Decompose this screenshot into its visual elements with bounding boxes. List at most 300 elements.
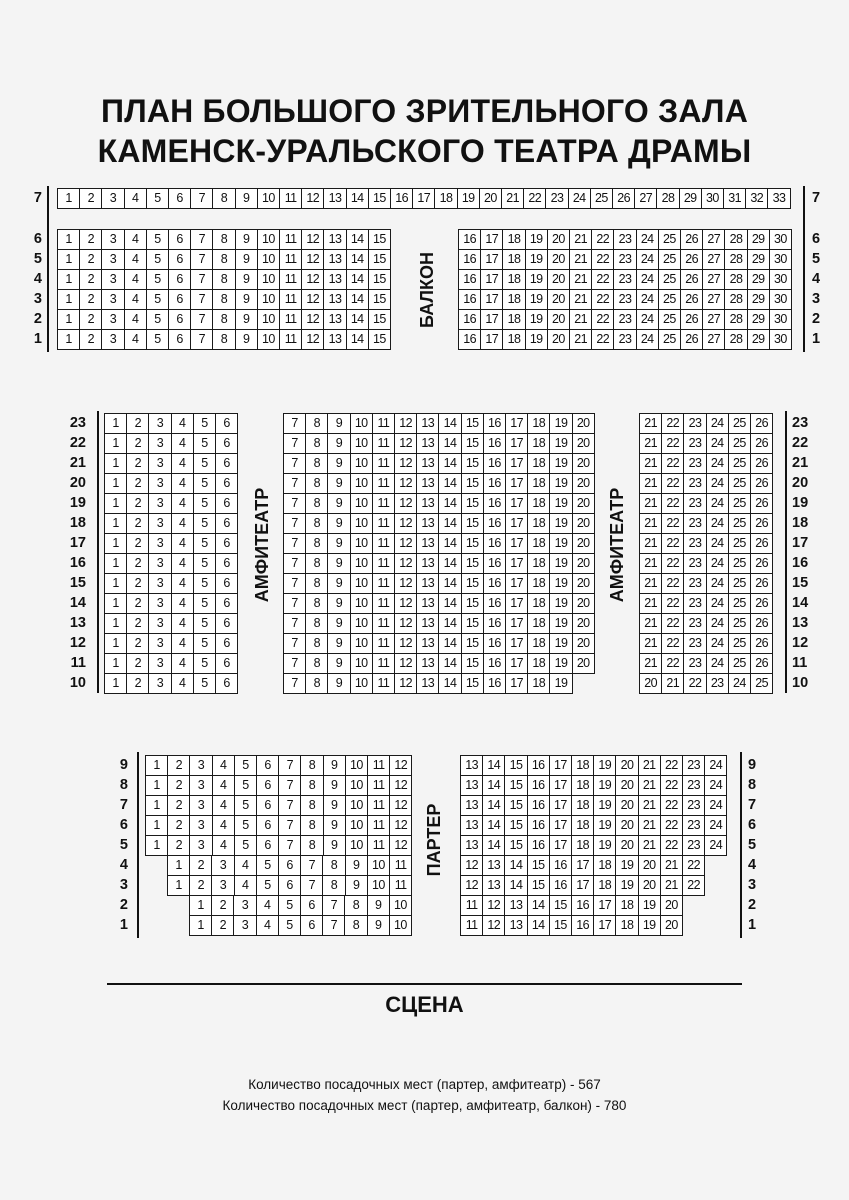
amphitheatre-row-21-seat-18[interactable]: 18 bbox=[527, 453, 550, 474]
amphitheatre-row-23-seat-10[interactable]: 10 bbox=[350, 413, 373, 434]
amphitheatre-row-14-seat-15[interactable]: 15 bbox=[461, 593, 484, 614]
amphitheatre-row-23-seat-26[interactable]: 26 bbox=[750, 413, 773, 434]
parterre-row-3-seat-5[interactable]: 5 bbox=[256, 875, 279, 896]
amphitheatre-row-17-seat-7[interactable]: 7 bbox=[283, 533, 306, 554]
balcony-row-6-seat-11[interactable]: 11 bbox=[279, 229, 302, 250]
amphitheatre-row-10-seat-4[interactable]: 4 bbox=[171, 673, 194, 694]
amphitheatre-row-11-seat-1[interactable]: 1 bbox=[104, 653, 127, 674]
parterre-row-8-seat-2[interactable]: 2 bbox=[167, 775, 190, 796]
amphitheatre-row-19-seat-3[interactable]: 3 bbox=[148, 493, 171, 514]
parterre-row-5-seat-24[interactable]: 24 bbox=[704, 835, 727, 856]
parterre-row-2-seat-16[interactable]: 16 bbox=[571, 895, 594, 916]
amphitheatre-row-20-seat-12[interactable]: 12 bbox=[394, 473, 417, 494]
amphitheatre-row-23-seat-8[interactable]: 8 bbox=[305, 413, 328, 434]
amphitheatre-row-14-seat-22[interactable]: 22 bbox=[661, 593, 684, 614]
balcony-row-5-seat-2[interactable]: 2 bbox=[79, 249, 102, 270]
amphitheatre-row-16-seat-6[interactable]: 6 bbox=[215, 553, 238, 574]
balcony-row-6-seat-5[interactable]: 5 bbox=[146, 229, 169, 250]
amphitheatre-row-15-seat-25[interactable]: 25 bbox=[728, 573, 751, 594]
balcony-row-3-seat-28[interactable]: 28 bbox=[724, 289, 747, 310]
amphitheatre-row-15-seat-13[interactable]: 13 bbox=[416, 573, 439, 594]
amphitheatre-row-17-seat-3[interactable]: 3 bbox=[148, 533, 171, 554]
amphitheatre-row-20-seat-17[interactable]: 17 bbox=[505, 473, 528, 494]
amphitheatre-row-18-seat-13[interactable]: 13 bbox=[416, 513, 439, 534]
amphitheatre-row-15-seat-14[interactable]: 14 bbox=[438, 573, 461, 594]
amphitheatre-row-12-seat-17[interactable]: 17 bbox=[505, 633, 528, 654]
amphitheatre-row-11-seat-18[interactable]: 18 bbox=[527, 653, 550, 674]
parterre-row-8-seat-5[interactable]: 5 bbox=[234, 775, 257, 796]
parterre-row-5-seat-5[interactable]: 5 bbox=[234, 835, 257, 856]
amphitheatre-row-18-seat-14[interactable]: 14 bbox=[438, 513, 461, 534]
amphitheatre-row-10-seat-11[interactable]: 11 bbox=[372, 673, 395, 694]
balcony-row-4-seat-16[interactable]: 16 bbox=[458, 269, 481, 290]
balcony-row-4-seat-13[interactable]: 13 bbox=[323, 269, 346, 290]
balcony-row-1-seat-26[interactable]: 26 bbox=[680, 329, 703, 350]
parterre-row-9-seat-3[interactable]: 3 bbox=[189, 755, 212, 776]
parterre-row-7-seat-8[interactable]: 8 bbox=[300, 795, 323, 816]
parterre-row-8-seat-19[interactable]: 19 bbox=[593, 775, 616, 796]
amphitheatre-row-20-seat-18[interactable]: 18 bbox=[527, 473, 550, 494]
amphitheatre-row-19-seat-6[interactable]: 6 bbox=[215, 493, 238, 514]
balcony-row-3-seat-2[interactable]: 2 bbox=[79, 289, 102, 310]
amphitheatre-row-11-seat-20[interactable]: 20 bbox=[572, 653, 595, 674]
amphitheatre-row-23-seat-21[interactable]: 21 bbox=[639, 413, 662, 434]
parterre-row-2-seat-11[interactable]: 11 bbox=[460, 895, 483, 916]
balcony-row-4-seat-11[interactable]: 11 bbox=[279, 269, 302, 290]
parterre-row-9-seat-17[interactable]: 17 bbox=[549, 755, 572, 776]
amphitheatre-row-23-seat-20[interactable]: 20 bbox=[572, 413, 595, 434]
parterre-row-9-seat-23[interactable]: 23 bbox=[682, 755, 705, 776]
parterre-row-8-seat-17[interactable]: 17 bbox=[549, 775, 572, 796]
amphitheatre-row-12-seat-10[interactable]: 10 bbox=[350, 633, 373, 654]
balcony-row-6-seat-1[interactable]: 1 bbox=[57, 229, 80, 250]
parterre-row-2-seat-7[interactable]: 7 bbox=[322, 895, 345, 916]
parterre-row-6-seat-11[interactable]: 11 bbox=[367, 815, 390, 836]
amphitheatre-row-22-seat-15[interactable]: 15 bbox=[461, 433, 484, 454]
balcony-row-3-seat-17[interactable]: 17 bbox=[480, 289, 503, 310]
balcony-row-7-seat-2[interactable]: 2 bbox=[79, 188, 102, 209]
amphitheatre-row-20-seat-19[interactable]: 19 bbox=[549, 473, 572, 494]
amphitheatre-row-19-seat-20[interactable]: 20 bbox=[572, 493, 595, 514]
amphitheatre-row-17-seat-26[interactable]: 26 bbox=[750, 533, 773, 554]
balcony-row-7-seat-6[interactable]: 6 bbox=[168, 188, 191, 209]
amphitheatre-row-22-seat-7[interactable]: 7 bbox=[283, 433, 306, 454]
amphitheatre-row-16-seat-8[interactable]: 8 bbox=[305, 553, 328, 574]
amphitheatre-row-12-seat-1[interactable]: 1 bbox=[104, 633, 127, 654]
amphitheatre-row-12-seat-24[interactable]: 24 bbox=[706, 633, 729, 654]
amphitheatre-row-23-seat-19[interactable]: 19 bbox=[549, 413, 572, 434]
parterre-row-3-seat-15[interactable]: 15 bbox=[527, 875, 550, 896]
parterre-row-2-seat-19[interactable]: 19 bbox=[638, 895, 661, 916]
balcony-row-1-seat-7[interactable]: 7 bbox=[190, 329, 213, 350]
amphitheatre-row-17-seat-6[interactable]: 6 bbox=[215, 533, 238, 554]
amphitheatre-row-23-seat-2[interactable]: 2 bbox=[126, 413, 149, 434]
parterre-row-5-seat-2[interactable]: 2 bbox=[167, 835, 190, 856]
parterre-row-5-seat-20[interactable]: 20 bbox=[615, 835, 638, 856]
balcony-row-2-seat-26[interactable]: 26 bbox=[680, 309, 703, 330]
amphitheatre-row-21-seat-22[interactable]: 22 bbox=[661, 453, 684, 474]
parterre-row-2-seat-9[interactable]: 9 bbox=[367, 895, 390, 916]
balcony-row-6-seat-26[interactable]: 26 bbox=[680, 229, 703, 250]
parterre-row-1-seat-5[interactable]: 5 bbox=[278, 915, 301, 936]
amphitheatre-row-22-seat-18[interactable]: 18 bbox=[527, 433, 550, 454]
balcony-row-7-seat-13[interactable]: 13 bbox=[323, 188, 346, 209]
amphitheatre-row-18-seat-17[interactable]: 17 bbox=[505, 513, 528, 534]
amphitheatre-row-19-seat-25[interactable]: 25 bbox=[728, 493, 751, 514]
amphitheatre-row-14-seat-21[interactable]: 21 bbox=[639, 593, 662, 614]
amphitheatre-row-13-seat-10[interactable]: 10 bbox=[350, 613, 373, 634]
parterre-row-8-seat-6[interactable]: 6 bbox=[256, 775, 279, 796]
amphitheatre-row-11-seat-26[interactable]: 26 bbox=[750, 653, 773, 674]
parterre-row-1-seat-10[interactable]: 10 bbox=[389, 915, 412, 936]
amphitheatre-row-12-seat-9[interactable]: 9 bbox=[327, 633, 350, 654]
balcony-row-1-seat-4[interactable]: 4 bbox=[124, 329, 147, 350]
parterre-row-5-seat-8[interactable]: 8 bbox=[300, 835, 323, 856]
amphitheatre-row-22-seat-11[interactable]: 11 bbox=[372, 433, 395, 454]
amphitheatre-row-16-seat-11[interactable]: 11 bbox=[372, 553, 395, 574]
balcony-row-2-seat-18[interactable]: 18 bbox=[502, 309, 525, 330]
parterre-row-4-seat-14[interactable]: 14 bbox=[504, 855, 527, 876]
balcony-row-2-seat-24[interactable]: 24 bbox=[636, 309, 659, 330]
parterre-row-6-seat-2[interactable]: 2 bbox=[167, 815, 190, 836]
balcony-row-5-seat-12[interactable]: 12 bbox=[301, 249, 324, 270]
amphitheatre-row-20-seat-1[interactable]: 1 bbox=[104, 473, 127, 494]
balcony-row-7-seat-25[interactable]: 25 bbox=[590, 188, 613, 209]
amphitheatre-row-22-seat-5[interactable]: 5 bbox=[193, 433, 216, 454]
balcony-row-7-seat-28[interactable]: 28 bbox=[656, 188, 679, 209]
balcony-row-7-seat-26[interactable]: 26 bbox=[612, 188, 635, 209]
balcony-row-2-seat-10[interactable]: 10 bbox=[257, 309, 280, 330]
balcony-row-5-seat-9[interactable]: 9 bbox=[235, 249, 258, 270]
amphitheatre-row-10-seat-2[interactable]: 2 bbox=[126, 673, 149, 694]
amphitheatre-row-23-seat-13[interactable]: 13 bbox=[416, 413, 439, 434]
balcony-row-2-seat-25[interactable]: 25 bbox=[658, 309, 681, 330]
parterre-row-3-seat-21[interactable]: 21 bbox=[660, 875, 683, 896]
parterre-row-2-seat-15[interactable]: 15 bbox=[549, 895, 572, 916]
amphitheatre-row-12-seat-11[interactable]: 11 bbox=[372, 633, 395, 654]
amphitheatre-row-23-seat-7[interactable]: 7 bbox=[283, 413, 306, 434]
parterre-row-7-seat-14[interactable]: 14 bbox=[482, 795, 505, 816]
amphitheatre-row-22-seat-1[interactable]: 1 bbox=[104, 433, 127, 454]
amphitheatre-row-21-seat-12[interactable]: 12 bbox=[394, 453, 417, 474]
balcony-row-5-seat-22[interactable]: 22 bbox=[591, 249, 614, 270]
parterre-row-1-seat-16[interactable]: 16 bbox=[571, 915, 594, 936]
parterre-row-9-seat-13[interactable]: 13 bbox=[460, 755, 483, 776]
amphitheatre-row-18-seat-22[interactable]: 22 bbox=[661, 513, 684, 534]
amphitheatre-row-11-seat-10[interactable]: 10 bbox=[350, 653, 373, 674]
balcony-row-7-seat-5[interactable]: 5 bbox=[146, 188, 169, 209]
amphitheatre-row-11-seat-24[interactable]: 24 bbox=[706, 653, 729, 674]
amphitheatre-row-11-seat-3[interactable]: 3 bbox=[148, 653, 171, 674]
balcony-row-3-seat-8[interactable]: 8 bbox=[212, 289, 235, 310]
amphitheatre-row-14-seat-24[interactable]: 24 bbox=[706, 593, 729, 614]
parterre-row-6-seat-10[interactable]: 10 bbox=[345, 815, 368, 836]
amphitheatre-row-10-seat-17[interactable]: 17 bbox=[505, 673, 528, 694]
amphitheatre-row-16-seat-23[interactable]: 23 bbox=[683, 553, 706, 574]
parterre-row-8-seat-3[interactable]: 3 bbox=[189, 775, 212, 796]
amphitheatre-row-16-seat-10[interactable]: 10 bbox=[350, 553, 373, 574]
parterre-row-7-seat-21[interactable]: 21 bbox=[638, 795, 661, 816]
amphitheatre-row-16-seat-24[interactable]: 24 bbox=[706, 553, 729, 574]
parterre-row-6-seat-23[interactable]: 23 bbox=[682, 815, 705, 836]
balcony-row-1-seat-17[interactable]: 17 bbox=[480, 329, 503, 350]
parterre-row-8-seat-8[interactable]: 8 bbox=[300, 775, 323, 796]
amphitheatre-row-20-seat-21[interactable]: 21 bbox=[639, 473, 662, 494]
amphitheatre-row-16-seat-25[interactable]: 25 bbox=[728, 553, 751, 574]
amphitheatre-row-21-seat-19[interactable]: 19 bbox=[549, 453, 572, 474]
balcony-row-6-seat-14[interactable]: 14 bbox=[346, 229, 369, 250]
amphitheatre-row-19-seat-15[interactable]: 15 bbox=[461, 493, 484, 514]
amphitheatre-row-15-seat-4[interactable]: 4 bbox=[171, 573, 194, 594]
balcony-row-7-seat-3[interactable]: 3 bbox=[101, 188, 124, 209]
amphitheatre-row-19-seat-24[interactable]: 24 bbox=[706, 493, 729, 514]
amphitheatre-row-22-seat-21[interactable]: 21 bbox=[639, 433, 662, 454]
parterre-row-3-seat-19[interactable]: 19 bbox=[615, 875, 638, 896]
amphitheatre-row-14-seat-4[interactable]: 4 bbox=[171, 593, 194, 614]
amphitheatre-row-14-seat-3[interactable]: 3 bbox=[148, 593, 171, 614]
amphitheatre-row-10-seat-18[interactable]: 18 bbox=[527, 673, 550, 694]
parterre-row-1-seat-15[interactable]: 15 bbox=[549, 915, 572, 936]
parterre-row-4-seat-5[interactable]: 5 bbox=[256, 855, 279, 876]
amphitheatre-row-16-seat-7[interactable]: 7 bbox=[283, 553, 306, 574]
balcony-row-5-seat-3[interactable]: 3 bbox=[101, 249, 124, 270]
amphitheatre-row-22-seat-8[interactable]: 8 bbox=[305, 433, 328, 454]
parterre-row-2-seat-3[interactable]: 3 bbox=[233, 895, 256, 916]
amphitheatre-row-16-seat-22[interactable]: 22 bbox=[661, 553, 684, 574]
amphitheatre-row-23-seat-14[interactable]: 14 bbox=[438, 413, 461, 434]
amphitheatre-row-23-seat-1[interactable]: 1 bbox=[104, 413, 127, 434]
balcony-row-6-seat-9[interactable]: 9 bbox=[235, 229, 258, 250]
balcony-row-4-seat-21[interactable]: 21 bbox=[569, 269, 592, 290]
parterre-row-6-seat-21[interactable]: 21 bbox=[638, 815, 661, 836]
amphitheatre-row-23-seat-24[interactable]: 24 bbox=[706, 413, 729, 434]
parterre-row-4-seat-1[interactable]: 1 bbox=[167, 855, 190, 876]
amphitheatre-row-20-seat-10[interactable]: 10 bbox=[350, 473, 373, 494]
balcony-row-6-seat-20[interactable]: 20 bbox=[547, 229, 570, 250]
amphitheatre-row-11-seat-19[interactable]: 19 bbox=[549, 653, 572, 674]
parterre-row-9-seat-18[interactable]: 18 bbox=[571, 755, 594, 776]
amphitheatre-row-23-seat-15[interactable]: 15 bbox=[461, 413, 484, 434]
balcony-row-5-seat-25[interactable]: 25 bbox=[658, 249, 681, 270]
parterre-row-3-seat-9[interactable]: 9 bbox=[345, 875, 368, 896]
amphitheatre-row-15-seat-19[interactable]: 19 bbox=[549, 573, 572, 594]
amphitheatre-row-13-seat-7[interactable]: 7 bbox=[283, 613, 306, 634]
amphitheatre-row-15-seat-1[interactable]: 1 bbox=[104, 573, 127, 594]
balcony-row-5-seat-1[interactable]: 1 bbox=[57, 249, 80, 270]
balcony-row-2-seat-19[interactable]: 19 bbox=[525, 309, 548, 330]
balcony-row-7-seat-1[interactable]: 1 bbox=[57, 188, 80, 209]
parterre-row-8-seat-4[interactable]: 4 bbox=[212, 775, 235, 796]
parterre-row-4-seat-19[interactable]: 19 bbox=[615, 855, 638, 876]
parterre-row-5-seat-4[interactable]: 4 bbox=[212, 835, 235, 856]
amphitheatre-row-20-seat-11[interactable]: 11 bbox=[372, 473, 395, 494]
parterre-row-5-seat-7[interactable]: 7 bbox=[278, 835, 301, 856]
balcony-row-7-seat-33[interactable]: 33 bbox=[767, 188, 790, 209]
amphitheatre-row-17-seat-19[interactable]: 19 bbox=[549, 533, 572, 554]
balcony-row-5-seat-20[interactable]: 20 bbox=[547, 249, 570, 270]
balcony-row-1-seat-9[interactable]: 9 bbox=[235, 329, 258, 350]
balcony-row-4-seat-25[interactable]: 25 bbox=[658, 269, 681, 290]
balcony-row-4-seat-29[interactable]: 29 bbox=[747, 269, 770, 290]
amphitheatre-row-10-seat-5[interactable]: 5 bbox=[193, 673, 216, 694]
amphitheatre-row-15-seat-9[interactable]: 9 bbox=[327, 573, 350, 594]
parterre-row-5-seat-16[interactable]: 16 bbox=[527, 835, 550, 856]
balcony-row-3-seat-13[interactable]: 13 bbox=[323, 289, 346, 310]
balcony-row-3-seat-15[interactable]: 15 bbox=[368, 289, 391, 310]
amphitheatre-row-10-seat-15[interactable]: 15 bbox=[461, 673, 484, 694]
amphitheatre-row-20-seat-15[interactable]: 15 bbox=[461, 473, 484, 494]
parterre-row-7-seat-12[interactable]: 12 bbox=[389, 795, 412, 816]
parterre-row-3-seat-10[interactable]: 10 bbox=[367, 875, 390, 896]
balcony-row-6-seat-18[interactable]: 18 bbox=[502, 229, 525, 250]
balcony-row-2-seat-15[interactable]: 15 bbox=[368, 309, 391, 330]
amphitheatre-row-15-seat-24[interactable]: 24 bbox=[706, 573, 729, 594]
balcony-row-5-seat-23[interactable]: 23 bbox=[613, 249, 636, 270]
balcony-row-7-seat-17[interactable]: 17 bbox=[412, 188, 435, 209]
parterre-row-8-seat-22[interactable]: 22 bbox=[660, 775, 683, 796]
amphitheatre-row-11-seat-12[interactable]: 12 bbox=[394, 653, 417, 674]
amphitheatre-row-14-seat-26[interactable]: 26 bbox=[750, 593, 773, 614]
amphitheatre-row-15-seat-12[interactable]: 12 bbox=[394, 573, 417, 594]
balcony-row-6-seat-21[interactable]: 21 bbox=[569, 229, 592, 250]
amphitheatre-row-11-seat-5[interactable]: 5 bbox=[193, 653, 216, 674]
parterre-row-3-seat-4[interactable]: 4 bbox=[234, 875, 257, 896]
amphitheatre-row-15-seat-23[interactable]: 23 bbox=[683, 573, 706, 594]
amphitheatre-row-12-seat-13[interactable]: 13 bbox=[416, 633, 439, 654]
amphitheatre-row-18-seat-5[interactable]: 5 bbox=[193, 513, 216, 534]
balcony-row-1-seat-25[interactable]: 25 bbox=[658, 329, 681, 350]
amphitheatre-row-19-seat-26[interactable]: 26 bbox=[750, 493, 773, 514]
amphitheatre-row-15-seat-21[interactable]: 21 bbox=[639, 573, 662, 594]
amphitheatre-row-18-seat-24[interactable]: 24 bbox=[706, 513, 729, 534]
amphitheatre-row-13-seat-9[interactable]: 9 bbox=[327, 613, 350, 634]
parterre-row-9-seat-8[interactable]: 8 bbox=[300, 755, 323, 776]
amphitheatre-row-20-seat-2[interactable]: 2 bbox=[126, 473, 149, 494]
amphitheatre-row-13-seat-26[interactable]: 26 bbox=[750, 613, 773, 634]
parterre-row-2-seat-5[interactable]: 5 bbox=[278, 895, 301, 916]
amphitheatre-row-19-seat-21[interactable]: 21 bbox=[639, 493, 662, 514]
amphitheatre-row-20-seat-25[interactable]: 25 bbox=[728, 473, 751, 494]
amphitheatre-row-16-seat-2[interactable]: 2 bbox=[126, 553, 149, 574]
parterre-row-3-seat-6[interactable]: 6 bbox=[278, 875, 301, 896]
balcony-row-7-seat-27[interactable]: 27 bbox=[634, 188, 657, 209]
amphitheatre-row-17-seat-10[interactable]: 10 bbox=[350, 533, 373, 554]
parterre-row-2-seat-14[interactable]: 14 bbox=[527, 895, 550, 916]
amphitheatre-row-21-seat-9[interactable]: 9 bbox=[327, 453, 350, 474]
parterre-row-6-seat-24[interactable]: 24 bbox=[704, 815, 727, 836]
balcony-row-3-seat-19[interactable]: 19 bbox=[525, 289, 548, 310]
balcony-row-1-seat-16[interactable]: 16 bbox=[458, 329, 481, 350]
amphitheatre-row-16-seat-3[interactable]: 3 bbox=[148, 553, 171, 574]
balcony-row-6-seat-23[interactable]: 23 bbox=[613, 229, 636, 250]
balcony-row-6-seat-2[interactable]: 2 bbox=[79, 229, 102, 250]
amphitheatre-row-19-seat-13[interactable]: 13 bbox=[416, 493, 439, 514]
parterre-row-1-seat-9[interactable]: 9 bbox=[367, 915, 390, 936]
balcony-row-3-seat-3[interactable]: 3 bbox=[101, 289, 124, 310]
amphitheatre-row-13-seat-15[interactable]: 15 bbox=[461, 613, 484, 634]
balcony-row-5-seat-13[interactable]: 13 bbox=[323, 249, 346, 270]
balcony-row-2-seat-23[interactable]: 23 bbox=[613, 309, 636, 330]
balcony-row-6-seat-7[interactable]: 7 bbox=[190, 229, 213, 250]
parterre-row-5-seat-14[interactable]: 14 bbox=[482, 835, 505, 856]
balcony-row-4-seat-8[interactable]: 8 bbox=[212, 269, 235, 290]
parterre-row-7-seat-6[interactable]: 6 bbox=[256, 795, 279, 816]
amphitheatre-row-14-seat-7[interactable]: 7 bbox=[283, 593, 306, 614]
parterre-row-7-seat-9[interactable]: 9 bbox=[323, 795, 346, 816]
balcony-row-1-seat-28[interactable]: 28 bbox=[724, 329, 747, 350]
balcony-row-2-seat-27[interactable]: 27 bbox=[702, 309, 725, 330]
amphitheatre-row-21-seat-5[interactable]: 5 bbox=[193, 453, 216, 474]
balcony-row-1-seat-30[interactable]: 30 bbox=[769, 329, 792, 350]
amphitheatre-row-22-seat-17[interactable]: 17 bbox=[505, 433, 528, 454]
amphitheatre-row-15-seat-6[interactable]: 6 bbox=[215, 573, 238, 594]
amphitheatre-row-12-seat-2[interactable]: 2 bbox=[126, 633, 149, 654]
balcony-row-6-seat-19[interactable]: 19 bbox=[525, 229, 548, 250]
amphitheatre-row-22-seat-13[interactable]: 13 bbox=[416, 433, 439, 454]
amphitheatre-row-11-seat-25[interactable]: 25 bbox=[728, 653, 751, 674]
amphitheatre-row-10-seat-16[interactable]: 16 bbox=[483, 673, 506, 694]
parterre-row-6-seat-16[interactable]: 16 bbox=[527, 815, 550, 836]
amphitheatre-row-12-seat-7[interactable]: 7 bbox=[283, 633, 306, 654]
amphitheatre-row-16-seat-13[interactable]: 13 bbox=[416, 553, 439, 574]
amphitheatre-row-13-seat-11[interactable]: 11 bbox=[372, 613, 395, 634]
balcony-row-2-seat-8[interactable]: 8 bbox=[212, 309, 235, 330]
parterre-row-5-seat-1[interactable]: 1 bbox=[145, 835, 168, 856]
parterre-row-4-seat-18[interactable]: 18 bbox=[593, 855, 616, 876]
amphitheatre-row-20-seat-3[interactable]: 3 bbox=[148, 473, 171, 494]
amphitheatre-row-12-seat-14[interactable]: 14 bbox=[438, 633, 461, 654]
parterre-row-6-seat-15[interactable]: 15 bbox=[504, 815, 527, 836]
amphitheatre-row-19-seat-16[interactable]: 16 bbox=[483, 493, 506, 514]
amphitheatre-row-12-seat-8[interactable]: 8 bbox=[305, 633, 328, 654]
amphitheatre-row-16-seat-9[interactable]: 9 bbox=[327, 553, 350, 574]
amphitheatre-row-18-seat-11[interactable]: 11 bbox=[372, 513, 395, 534]
balcony-row-1-seat-11[interactable]: 11 bbox=[279, 329, 302, 350]
balcony-row-7-seat-14[interactable]: 14 bbox=[346, 188, 369, 209]
amphitheatre-row-15-seat-20[interactable]: 20 bbox=[572, 573, 595, 594]
amphitheatre-row-12-seat-3[interactable]: 3 bbox=[148, 633, 171, 654]
amphitheatre-row-21-seat-26[interactable]: 26 bbox=[750, 453, 773, 474]
amphitheatre-row-12-seat-12[interactable]: 12 bbox=[394, 633, 417, 654]
parterre-row-6-seat-6[interactable]: 6 bbox=[256, 815, 279, 836]
parterre-row-7-seat-2[interactable]: 2 bbox=[167, 795, 190, 816]
amphitheatre-row-14-seat-18[interactable]: 18 bbox=[527, 593, 550, 614]
balcony-row-5-seat-27[interactable]: 27 bbox=[702, 249, 725, 270]
parterre-row-7-seat-11[interactable]: 11 bbox=[367, 795, 390, 816]
amphitheatre-row-12-seat-6[interactable]: 6 bbox=[215, 633, 238, 654]
amphitheatre-row-22-seat-10[interactable]: 10 bbox=[350, 433, 373, 454]
balcony-row-7-seat-11[interactable]: 11 bbox=[279, 188, 302, 209]
parterre-row-4-seat-3[interactable]: 3 bbox=[211, 855, 234, 876]
parterre-row-2-seat-1[interactable]: 1 bbox=[189, 895, 212, 916]
amphitheatre-row-20-seat-4[interactable]: 4 bbox=[171, 473, 194, 494]
amphitheatre-row-14-seat-6[interactable]: 6 bbox=[215, 593, 238, 614]
parterre-row-9-seat-24[interactable]: 24 bbox=[704, 755, 727, 776]
parterre-row-7-seat-4[interactable]: 4 bbox=[212, 795, 235, 816]
amphitheatre-row-20-seat-16[interactable]: 16 bbox=[483, 473, 506, 494]
balcony-row-5-seat-21[interactable]: 21 bbox=[569, 249, 592, 270]
amphitheatre-row-21-seat-2[interactable]: 2 bbox=[126, 453, 149, 474]
balcony-row-2-seat-13[interactable]: 13 bbox=[323, 309, 346, 330]
balcony-row-4-seat-18[interactable]: 18 bbox=[502, 269, 525, 290]
parterre-row-8-seat-20[interactable]: 20 bbox=[615, 775, 638, 796]
parterre-row-3-seat-17[interactable]: 17 bbox=[571, 875, 594, 896]
parterre-row-9-seat-21[interactable]: 21 bbox=[638, 755, 661, 776]
amphitheatre-row-22-seat-20[interactable]: 20 bbox=[572, 433, 595, 454]
parterre-row-7-seat-13[interactable]: 13 bbox=[460, 795, 483, 816]
amphitheatre-row-23-seat-9[interactable]: 9 bbox=[327, 413, 350, 434]
amphitheatre-row-23-seat-12[interactable]: 12 bbox=[394, 413, 417, 434]
